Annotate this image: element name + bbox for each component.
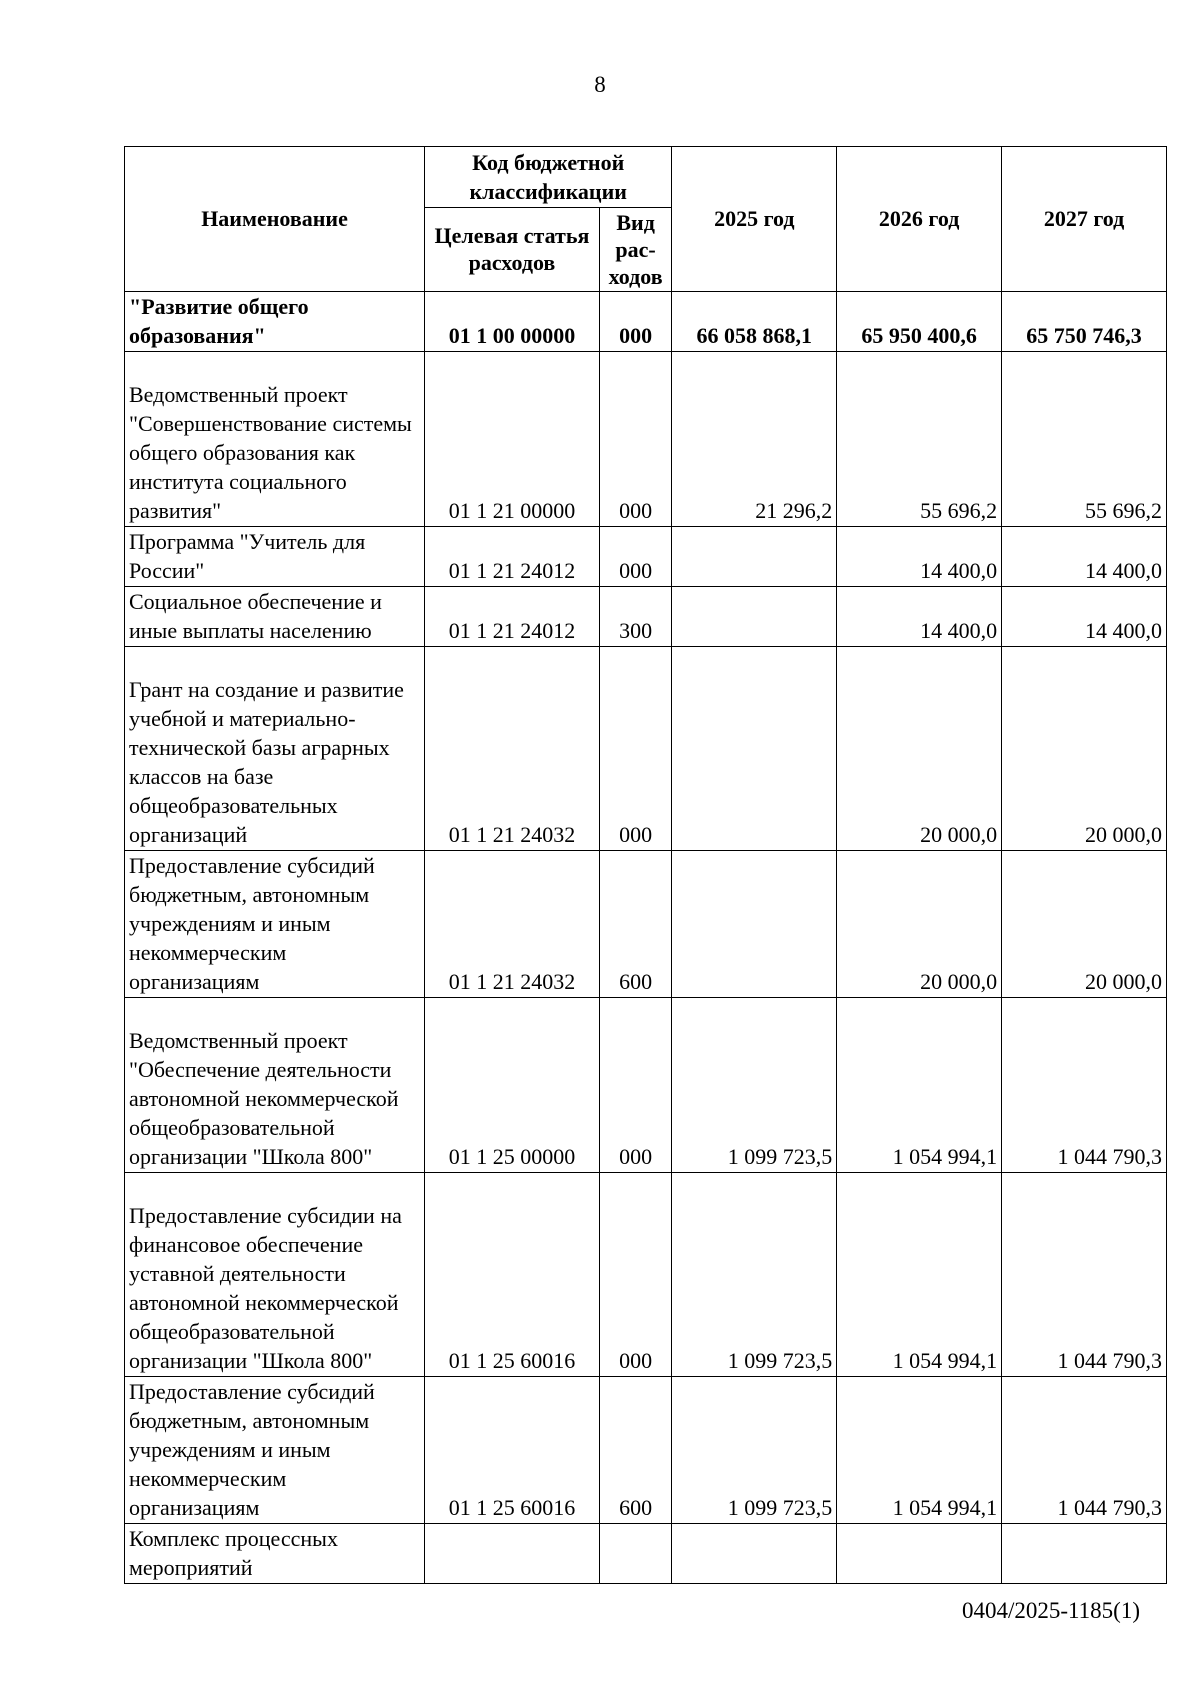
row-name: Программа "Учитель для России" [125, 527, 425, 587]
header-2027: 2027 год [1002, 147, 1167, 292]
row-type: 000 [599, 1173, 672, 1377]
table-row [125, 1377, 1167, 1524]
row-code: 01 1 21 24032 [425, 851, 600, 998]
row-type: 300 [599, 587, 672, 647]
table-row [125, 851, 1167, 998]
row-2027: 65 750 746,3 [1002, 292, 1167, 352]
header-2026: 2026 год [837, 147, 1002, 292]
header-target-article: Целевая статья расходов [425, 208, 600, 292]
row-name: Предоставление субсидии на финансовое обеспечение уставной деятельности автономной некоммерческой общеобразовательной организации "Школа 800" [125, 1173, 425, 1377]
row-type: 600 [599, 1377, 672, 1524]
row-2026 [837, 1524, 1002, 1584]
table-row [125, 587, 1167, 647]
row-2026: 1 054 994,1 [837, 1173, 1002, 1377]
row-code [425, 1524, 600, 1584]
header-name: Наименование [125, 147, 425, 292]
row-code: 01 1 21 24032 [425, 647, 600, 851]
row-2025: 21 296,2 [672, 352, 837, 527]
row-2027: 55 696,2 [1002, 352, 1167, 527]
table-row [125, 527, 1167, 587]
row-type: 000 [599, 352, 672, 527]
table-row [125, 352, 1167, 527]
header-2025: 2025 год [672, 147, 837, 292]
row-2027: 14 400,0 [1002, 587, 1167, 647]
row-code: 01 1 21 24012 [425, 587, 600, 647]
row-2025: 66 058 868,1 [672, 292, 837, 352]
table-row [125, 292, 1167, 352]
row-2025: 1 099 723,5 [672, 1377, 837, 1524]
row-2026: 20 000,0 [837, 851, 1002, 998]
row-2026: 20 000,0 [837, 647, 1002, 851]
row-code: 01 1 00 00000 [425, 292, 600, 352]
header-code-group: Код бюджетной классификации [425, 147, 672, 208]
row-2027: 20 000,0 [1002, 851, 1167, 998]
row-2025 [672, 587, 837, 647]
row-2025: 1 099 723,5 [672, 1173, 837, 1377]
row-type: 000 [599, 998, 672, 1173]
row-code: 01 1 21 00000 [425, 352, 600, 527]
row-name: Грант на создание и развитие учебной и материально-технической базы аграрных классов на базе общеобразовательных организаций [125, 647, 425, 851]
row-type: 000 [599, 527, 672, 587]
row-2027: 1 044 790,3 [1002, 998, 1167, 1173]
table-row [125, 1173, 1167, 1377]
row-2026: 1 054 994,1 [837, 1377, 1002, 1524]
row-code: 01 1 25 00000 [425, 998, 600, 1173]
row-2025: 1 099 723,5 [672, 998, 837, 1173]
document-reference: 0404/2025-1185(1) [961, 1598, 1140, 1623]
row-2027: 20 000,0 [1002, 647, 1167, 851]
row-2027: 14 400,0 [1002, 527, 1167, 587]
row-type [599, 1524, 672, 1584]
row-2025 [672, 851, 837, 998]
row-name: Предоставление субсидий бюджетным, автономным учреждениям и иным некоммерческим организациям [125, 1377, 425, 1524]
header-expense-type: Вид рас-ходов [599, 208, 672, 292]
row-2025 [672, 1524, 837, 1584]
row-2026: 55 696,2 [837, 352, 1002, 527]
row-2026: 14 400,0 [837, 527, 1002, 587]
row-type: 000 [599, 292, 672, 352]
row-2026: 65 950 400,6 [837, 292, 1002, 352]
row-name: Социальное обеспечение и иные выплаты населению [125, 587, 425, 647]
row-2026: 14 400,0 [837, 587, 1002, 647]
row-2025 [672, 527, 837, 587]
row-type: 000 [599, 647, 672, 851]
row-name: Ведомственный проект "Обеспечение деятельности автономной некоммерческой общеобразовательной организации "Школа 800" [125, 998, 425, 1173]
row-name: Комплекс процессных мероприятий [125, 1524, 425, 1584]
page-number: 8 [594, 72, 606, 97]
row-2027: 1 044 790,3 [1002, 1173, 1167, 1377]
table-row [125, 998, 1167, 1173]
row-name: Предоставление субсидий бюджетным, автономным учреждениям и иным некоммерческим организациям [125, 851, 425, 998]
row-code: 01 1 21 24012 [425, 527, 600, 587]
row-2027: 1 044 790,3 [1002, 1377, 1167, 1524]
row-code: 01 1 25 60016 [425, 1173, 600, 1377]
row-2025 [672, 647, 837, 851]
budget-table [124, 146, 1167, 1584]
row-2026: 1 054 994,1 [837, 998, 1002, 1173]
table-row [125, 1524, 1167, 1584]
row-name: "Развитие общего образования" [125, 292, 425, 352]
row-type: 600 [599, 851, 672, 998]
table-row [125, 647, 1167, 851]
row-name: Ведомственный проект "Совершенствование системы общего образования как института социального развития" [125, 352, 425, 527]
row-code: 01 1 25 60016 [425, 1377, 600, 1524]
row-2027 [1002, 1524, 1167, 1584]
